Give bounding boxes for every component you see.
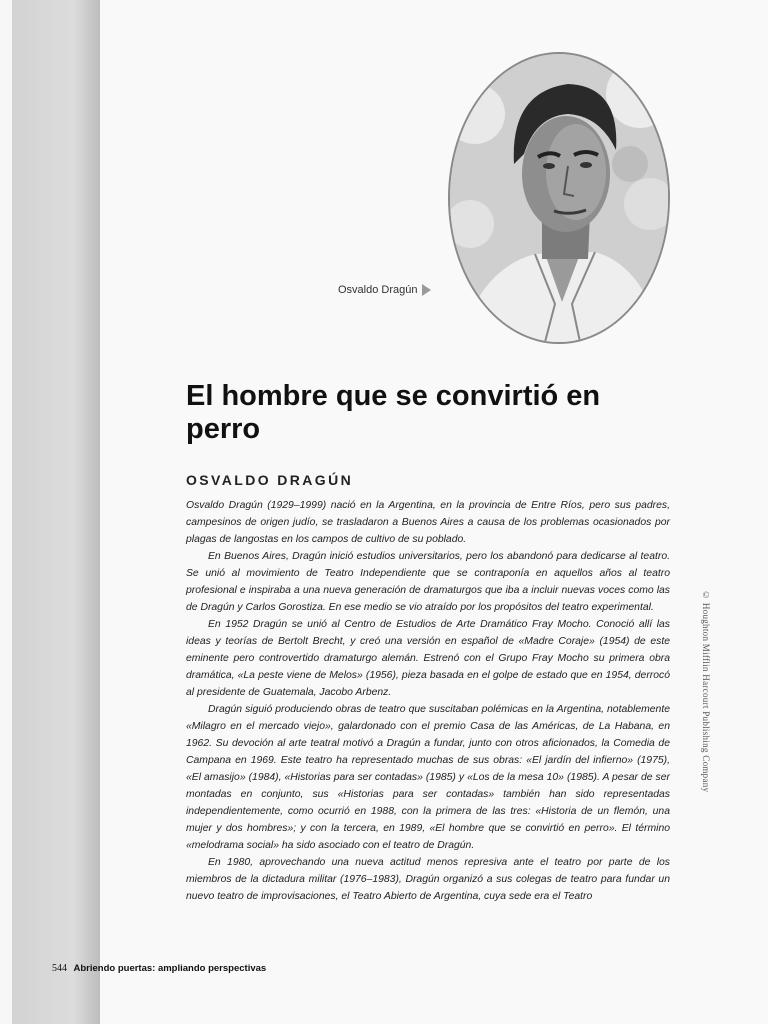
page-number: 544 <box>52 963 67 974</box>
caption-arrow-icon <box>422 284 431 296</box>
copyright-notice: © Houghton Mifflin Harcourt Publishing Company <box>701 590 711 793</box>
photo-caption <box>338 284 431 296</box>
portrait-image <box>450 54 668 342</box>
paragraph: Dragún siguió produciendo obras de teatro que suscitaban polémicas en la Argentina, notablemente «Milagro en el mercado viejo», galardonado con el premio Casa de las Américas, de La Habana, en 1962. Su devoción al arte teatral motivó a Dragún a fundar, junto con otros aficionados, la Comedia de Campana en 1969. Este teatro ha representado muchas de sus obras: «El jardín del infierno» (1975), «El amasijo» (1984), «Historias para ser contadas» (1985) y «Los de la mesa 10» (1985). A pesar de ser montadas en conjunto, sus «Historias para ser contadas» también han sido representadas independientemente, como ocurrió en 1988, con la primera de las tres: «Historia de un flemón, una mujer y dos hombres»; y con la tercera, en 1989, «El hombre que se convirtió en perro». El término «melodrama social» ha sido asociado con el teatro de Dragún. <box>186 704 670 851</box>
paragraph: En 1952 Dragún se unió al Centro de Estudios de Arte Dramático Fray Mocho. Conoció allí las ideas y teorías de Bertolt Brecht, y creó una versión en español de «Madre Coraje» (1954) de este eminente pero controvertido dramaturgo alemán. Estrenó con el Grupo Fray Mocho su primera obra dramática, «La peste viene de Melos» (1956), pieza basada en el golpe de estado que en 1954, derrocó al presidente de Guatemala, Jacobo Arbenz. <box>186 619 670 698</box>
page-edge-shadow <box>12 0 100 1024</box>
paragraph: En 1980, aprovechando una nueva actitud menos represiva ante el teatro por parte de los miembros de la dictadura militar (1976–1983), Dragún organizó a sus colegas de teatro para fundar un nuevo teatro de improvisaciones, el Teatro Abierto de Argentina, cuya sede era el Teatro <box>186 857 670 902</box>
paragraph: Osvaldo Dragún (1929–1999) nació en la Argentina, en la provincia de Entre Ríos, pero sus padres, campesinos de origen judío, se trasladaron a Buenos Aires a causa de los problemas ocasionados por plagas de langostas en los campos de cultivo de su poblado. <box>186 500 670 545</box>
author-name: OSVALDO DRAGÚN <box>186 472 354 488</box>
biography-text <box>186 497 670 905</box>
photo-caption-text: Osvaldo Dragún <box>338 284 418 296</box>
page-title: El hombre que se convirtió en perro <box>186 380 601 445</box>
book-title: Abriendo puertas: ampliando perspectivas <box>73 963 267 974</box>
page-footer <box>52 963 266 974</box>
author-portrait <box>448 52 670 344</box>
paragraph: En Buenos Aires, Dragún inició estudios universitarios, pero los abandonó para dedicarse al teatro. Se unió al movimiento de Teatro Independiente que se contraponía en aquellos años al teatro profesional e inspiraba a una nueva generación de dramaturgos que iba a incluir nuevas voces como las de Dragún y Carlos Gorostiza. En ese medio se vio atraído por los propósitos del teatro experimental. <box>186 551 670 613</box>
